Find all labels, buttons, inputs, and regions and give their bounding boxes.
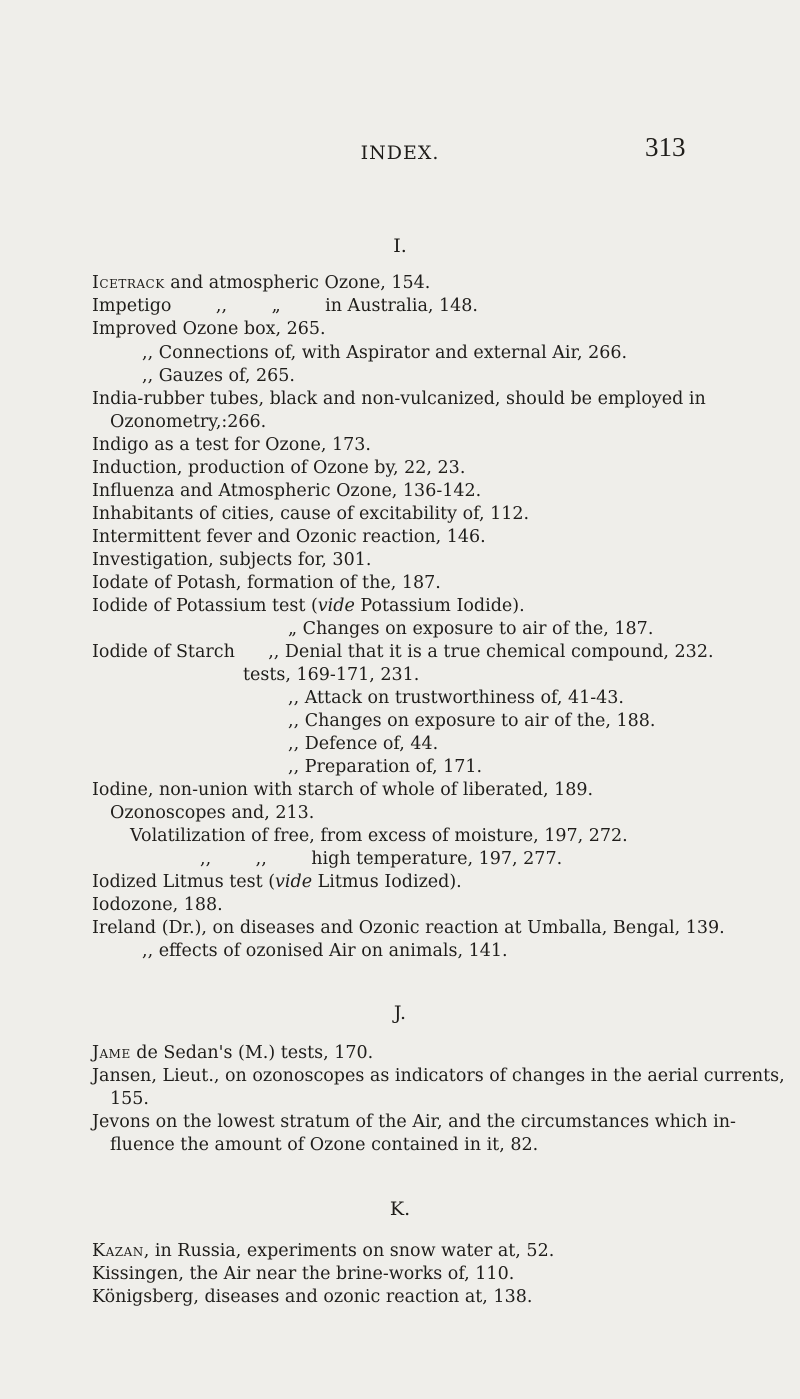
- index-entry: Iodine, non-union with starch of whole of liberated, 189.: [92, 780, 594, 800]
- index-entry: Investigation, subjects for, 301.: [92, 550, 372, 570]
- index-entry: Ozonometry,:266.: [110, 412, 267, 432]
- index-entry: Impetigo ,, „ in Australia, 148.: [92, 296, 478, 316]
- index-entry: Iodide of Starch ,, Denial that it is a true chemical compound, 232.: [92, 642, 714, 662]
- index-entry: Jame de Sedan's (M.) tests, 170.: [92, 1043, 374, 1063]
- index-entry: ,, Gauzes of, 265.: [142, 366, 295, 386]
- index-entry: Königsberg, diseases and ozonic reaction at, 138.: [92, 1287, 533, 1307]
- index-entry: Induction, production of Ozone by, 22, 23.: [92, 458, 466, 478]
- index-entry: ,, Preparation of, 171.: [288, 757, 483, 777]
- index-entry: ,, Defence of, 44.: [288, 734, 439, 754]
- index-entry: tests, 169-171, 231.: [243, 665, 420, 685]
- index-entry: Inhabitants of cities, cause of excitability of, 112.: [92, 504, 530, 524]
- section-letter-k: K.: [389, 1198, 411, 1220]
- index-entry: Volatilization of free, from excess of moisture, 197, 272.: [130, 826, 628, 846]
- index-entry: Indigo as a test for Ozone, 173.: [92, 435, 371, 455]
- index-entry: Jevons on the lowest stratum of the Air, and the circumstances which in-: [92, 1112, 736, 1132]
- index-entry: Iodozone, 188.: [92, 895, 223, 915]
- index-entry: fluence the amount of Ozone contained in it, 82.: [110, 1135, 539, 1155]
- index-entry: Improved Ozone box, 265.: [92, 319, 326, 339]
- index-entry: ,, Changes on exposure to air of the, 188.: [288, 711, 656, 731]
- index-entry: 155.: [110, 1089, 149, 1109]
- index-entry: Iodide of Potassium test (vide Potassium Iodide).: [92, 596, 525, 616]
- index-entry: Influenza and Atmospheric Ozone, 136-142.: [92, 481, 482, 501]
- index-entry: Icetrack and atmospheric Ozone, 154.: [92, 273, 431, 293]
- index-entry: Iodized Litmus test (vide Litmus Iodized).: [92, 872, 462, 892]
- index-entry: Iodate of Potash, formation of the, 187.: [92, 573, 441, 593]
- index-entry: Kissingen, the Air near the brine-works of, 110.: [92, 1264, 515, 1284]
- index-entry: Ozonoscopes and, 213.: [110, 803, 315, 823]
- page-number: 313: [645, 132, 686, 162]
- index-entry: ,, Connections of, with Aspirator and external Air, 266.: [142, 343, 628, 363]
- index-entry: Kazan, in Russia, experiments on snow water at, 52.: [92, 1241, 555, 1261]
- index-entry: Jansen, Lieut., on ozonoscopes as indicators of changes in the aerial currents,: [92, 1066, 785, 1086]
- section-letter-j: J.: [393, 1002, 407, 1024]
- index-entry: „ Changes on exposure to air of the, 187.: [288, 619, 654, 639]
- page-header-title: INDEX.: [360, 142, 440, 164]
- index-entry: ,, ,, high temperature, 197, 277.: [200, 849, 563, 869]
- index-entry: ,, effects of ozonised Air on animals, 141.: [142, 941, 508, 961]
- index-entry: Intermittent fever and Ozonic reaction, 146.: [92, 527, 486, 547]
- index-entry: ,, Attack on trustworthiness of, 41-43.: [288, 688, 624, 708]
- index-entry: Ireland (Dr.), on diseases and Ozonic reaction at Umballa, Bengal, 139.: [92, 918, 725, 938]
- index-entry: India-rubber tubes, black and non-vulcanized, should be employed in: [92, 389, 706, 409]
- section-letter-i: I.: [393, 235, 407, 257]
